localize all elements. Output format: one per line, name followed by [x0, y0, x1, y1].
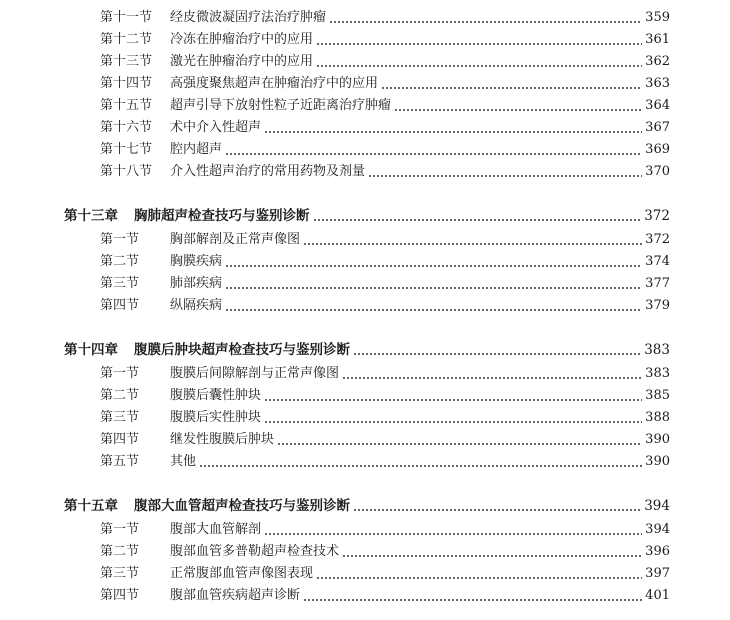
- entry-number: 第十二节: [100, 32, 153, 47]
- toc-section-entry[interactable]: [0, 95, 730, 117]
- entry-number: 第十三节: [100, 54, 153, 69]
- toc-section-entry[interactable]: [0, 407, 730, 429]
- toc-section-entry[interactable]: [0, 429, 730, 451]
- entry-number: 第十五章: [64, 498, 118, 514]
- toc-section-entry[interactable]: [0, 563, 730, 585]
- entry-number: 第十六节: [100, 120, 153, 135]
- toc-chapter-entry[interactable]: [0, 205, 730, 227]
- entry-title: 腹部血管多普勒超声检查技术: [170, 544, 340, 559]
- entry-page-number: 363: [645, 76, 670, 91]
- entry-title: 腹部大血管解剖: [170, 522, 262, 537]
- toc-section-entry[interactable]: [0, 585, 730, 607]
- entry-number: 第一节: [100, 522, 140, 537]
- dot-leader: [225, 265, 642, 267]
- entry-number: 第四节: [100, 588, 140, 603]
- dot-leader: [316, 43, 642, 45]
- toc-section-entry[interactable]: [0, 251, 730, 273]
- dot-leader: [342, 555, 642, 557]
- entry-title: 纵隔疾病: [170, 298, 223, 313]
- entry-number: 第二节: [100, 254, 140, 269]
- entry-page-number: 383: [644, 342, 670, 358]
- entry-number: 第十八节: [100, 164, 153, 179]
- entry-title: 胸部解剖及正常声像图: [170, 232, 301, 247]
- entry-number: 第十三章: [64, 208, 118, 224]
- entry-title: 激光在肿瘤治疗中的应用: [170, 54, 314, 69]
- dot-leader: [199, 465, 642, 467]
- dot-leader: [353, 353, 641, 355]
- toc-section-entry[interactable]: [0, 295, 730, 317]
- dot-leader: [316, 65, 642, 67]
- toc-chapter-entry[interactable]: [0, 339, 730, 361]
- dot-leader: [368, 175, 642, 177]
- toc-section-entry[interactable]: [0, 139, 730, 161]
- toc-section-entry[interactable]: [0, 451, 730, 473]
- entry-title: 腹膜后间隙解剖与正常声像图: [170, 366, 340, 381]
- dot-leader: [353, 509, 641, 511]
- dot-leader: [394, 109, 642, 111]
- toc-chapter-entry[interactable]: [0, 495, 730, 517]
- entry-page-number: 377: [645, 276, 670, 291]
- entry-number: 第一节: [100, 232, 140, 247]
- entry-number: 第十五节: [100, 98, 153, 113]
- toc-section-entry[interactable]: [0, 541, 730, 563]
- entry-number: 第四节: [100, 298, 140, 313]
- entry-page-number: 394: [644, 498, 670, 514]
- entry-title: 腹膜后肿块超声检查技巧与鉴别诊断: [134, 342, 350, 358]
- entry-page-number: 383: [645, 366, 670, 381]
- dot-leader: [225, 287, 642, 289]
- entry-number: 第一节: [100, 366, 140, 381]
- toc-section-entry[interactable]: [0, 117, 730, 139]
- entry-page-number: 370: [645, 164, 670, 179]
- entry-title: 腔内超声: [170, 142, 223, 157]
- entry-page-number: 379: [645, 298, 670, 313]
- entry-number: 第二节: [100, 388, 140, 403]
- entry-page-number: 390: [645, 432, 670, 447]
- entry-number: 第十一节: [100, 10, 153, 25]
- dot-leader: [381, 87, 642, 89]
- dot-leader: [264, 399, 642, 401]
- entry-page-number: 401: [645, 588, 670, 603]
- entry-number: 第二节: [100, 544, 140, 559]
- dot-leader: [342, 377, 642, 379]
- toc-section-entry[interactable]: [0, 51, 730, 73]
- entry-title: 经皮微波凝固疗法治疗肿瘤: [170, 10, 327, 25]
- entry-title: 正常腹部血管声像图表现: [170, 566, 314, 581]
- toc-section-entry[interactable]: [0, 363, 730, 385]
- entry-page-number: 364: [645, 98, 670, 113]
- toc-section-entry[interactable]: [0, 7, 730, 29]
- entry-number: 第五节: [100, 454, 140, 469]
- entry-page-number: 369: [645, 142, 670, 157]
- toc-section-entry[interactable]: [0, 273, 730, 295]
- entry-title: 肺部疾病: [170, 276, 223, 291]
- entry-page-number: 394: [645, 522, 670, 537]
- toc-section-entry[interactable]: [0, 519, 730, 541]
- entry-page-number: 385: [645, 388, 670, 403]
- entry-title: 继发性腹膜后肿块: [170, 432, 275, 447]
- entry-page-number: 367: [645, 120, 670, 135]
- entry-title: 胸肺超声检查技巧与鉴别诊断: [134, 208, 310, 224]
- entry-page-number: 396: [645, 544, 670, 559]
- entry-number: 第十四章: [64, 342, 118, 358]
- toc-section-entry[interactable]: [0, 73, 730, 95]
- entry-title: 腹部大血管超声检查技巧与鉴别诊断: [134, 498, 350, 514]
- toc-section-entry[interactable]: [0, 29, 730, 51]
- entry-number: 第十七节: [100, 142, 153, 157]
- entry-number: 第三节: [100, 410, 140, 425]
- entry-title: 腹部血管疾病超声诊断: [170, 588, 301, 603]
- dot-leader: [264, 533, 642, 535]
- dot-leader: [264, 421, 642, 423]
- entry-page-number: 372: [644, 208, 670, 224]
- dot-leader: [313, 219, 642, 221]
- toc-section-entry[interactable]: [0, 161, 730, 183]
- dot-leader: [329, 21, 642, 23]
- entry-page-number: 374: [645, 254, 670, 269]
- entry-title: 其他: [170, 454, 197, 469]
- entry-title: 介入性超声治疗的常用药物及剂量: [170, 164, 366, 179]
- entry-number: 第三节: [100, 566, 140, 581]
- entry-number: 第十四节: [100, 76, 153, 91]
- entry-page-number: 388: [645, 410, 670, 425]
- entry-number: 第三节: [100, 276, 140, 291]
- entry-title: 冷冻在肿瘤治疗中的应用: [170, 32, 314, 47]
- dot-leader: [264, 131, 642, 133]
- dot-leader: [303, 599, 642, 601]
- entry-title: 超声引导下放射性粒子近距离治疗肿瘤: [170, 98, 392, 113]
- dot-leader: [277, 443, 642, 445]
- dot-leader: [225, 153, 642, 155]
- toc-section-entry[interactable]: [0, 229, 730, 251]
- entry-page-number: 359: [645, 10, 670, 25]
- entry-title: 腹膜后实性肿块: [170, 410, 262, 425]
- entry-title: 术中介入性超声: [170, 120, 262, 135]
- entry-page-number: 362: [645, 54, 670, 69]
- entry-page-number: 390: [645, 454, 670, 469]
- entry-page-number: 361: [645, 32, 670, 47]
- entry-number: 第四节: [100, 432, 140, 447]
- entry-title: 高强度聚焦超声在肿瘤治疗中的应用: [170, 76, 379, 91]
- dot-leader: [303, 243, 642, 245]
- entry-title: 腹膜后囊性肿块: [170, 388, 262, 403]
- dot-leader: [225, 309, 642, 311]
- toc-section-entry[interactable]: [0, 385, 730, 407]
- entry-page-number: 372: [645, 232, 670, 247]
- entry-title: 胸膜疾病: [170, 254, 223, 269]
- entry-page-number: 397: [645, 566, 670, 581]
- dot-leader: [316, 577, 642, 579]
